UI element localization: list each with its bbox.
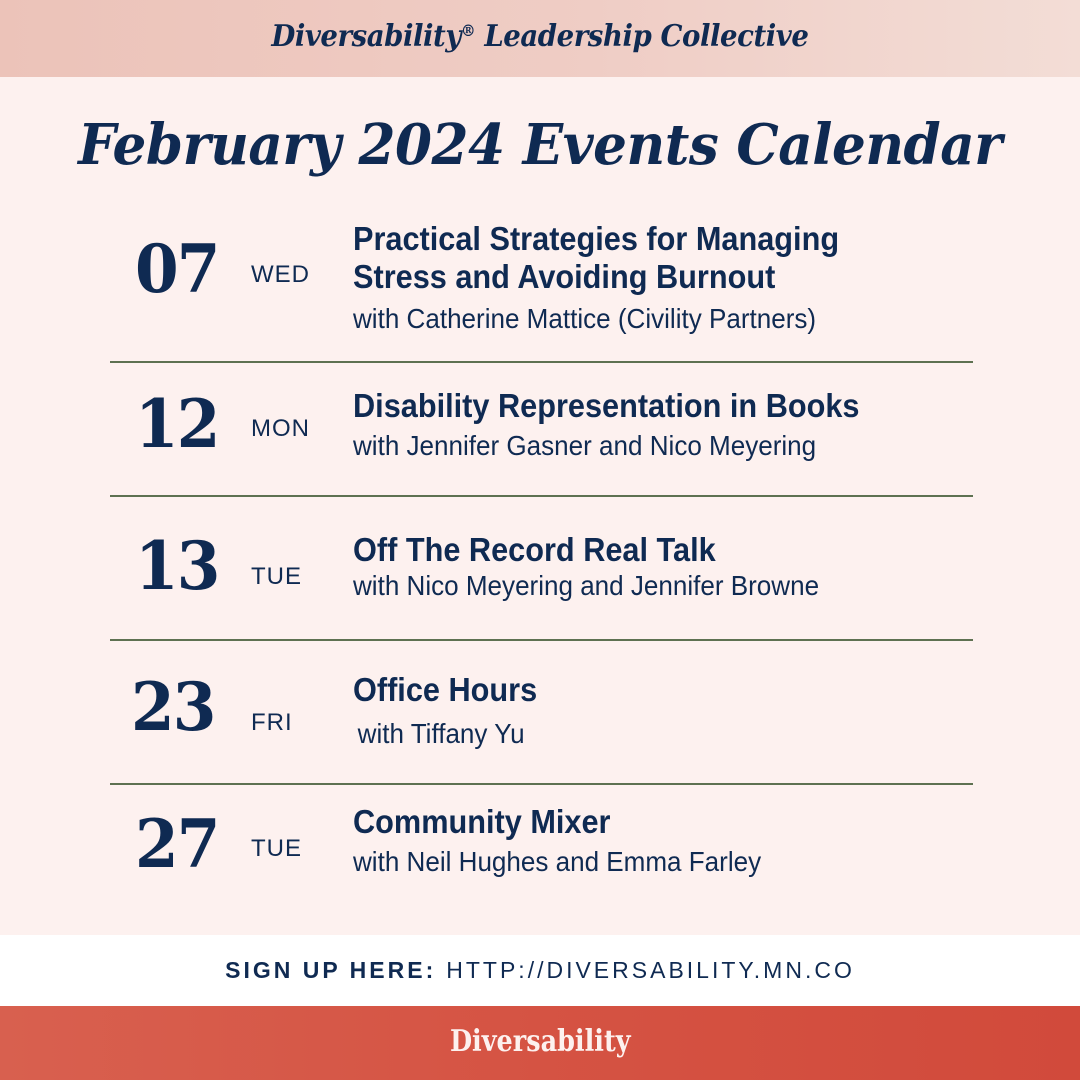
event-day: 13 (135, 527, 219, 605)
registered-mark: ® (460, 21, 476, 40)
event-details (353, 387, 898, 463)
event-item (110, 210, 973, 363)
signup-link[interactable]: HTTP://DIVERSABILITY.MN.CO (446, 957, 855, 983)
footer-band (0, 1006, 1080, 1080)
event-weekday: FRI (251, 709, 293, 736)
event-details (353, 671, 551, 751)
event-item (110, 785, 973, 925)
event-details (353, 531, 854, 603)
event-day: 12 (135, 385, 219, 463)
event-weekday: TUE (251, 835, 302, 862)
header-band (0, 0, 1080, 77)
event-title: Disability Representation in Books (353, 387, 860, 424)
org-name: Diversability (271, 19, 461, 54)
org-title (271, 19, 808, 54)
event-item (110, 363, 973, 497)
signup-label: SIGN UP HERE: (225, 957, 437, 983)
event-title: Practical Strategies for Managing (353, 220, 840, 257)
event-host: with Catherine Mattice (Civility Partners) (353, 303, 817, 334)
event-host: with Jennifer Gasner and Nico Meyering (353, 430, 817, 461)
event-title: Off The Record Real Talk (353, 531, 716, 568)
event-title-line2: Stress and Avoiding Burnout (353, 258, 776, 295)
org-suffix: Leadership Collective (484, 19, 809, 54)
event-weekday: MON (251, 415, 310, 442)
page-title: February 2024 Events Calendar (78, 112, 1002, 178)
event-host: with Neil Hughes and Emma Farley (353, 846, 762, 877)
event-details (353, 803, 792, 879)
event-title: Community Mixer (353, 803, 611, 840)
event-host: with Tiffany Yu (357, 718, 525, 749)
event-day: 27 (135, 805, 219, 883)
event-title: Office Hours (353, 671, 538, 708)
event-details (353, 220, 876, 336)
event-weekday: TUE (251, 563, 302, 590)
event-day: 07 (135, 230, 219, 308)
event-item (110, 497, 973, 641)
event-item (110, 641, 973, 785)
events-list (110, 210, 973, 925)
event-day: 23 (131, 668, 215, 746)
footer-logo: Diversability (449, 1023, 631, 1059)
signup-band (0, 935, 1080, 1006)
event-host: with Nico Meyering and Jennifer Browne (353, 570, 820, 601)
event-weekday: WED (251, 261, 310, 288)
